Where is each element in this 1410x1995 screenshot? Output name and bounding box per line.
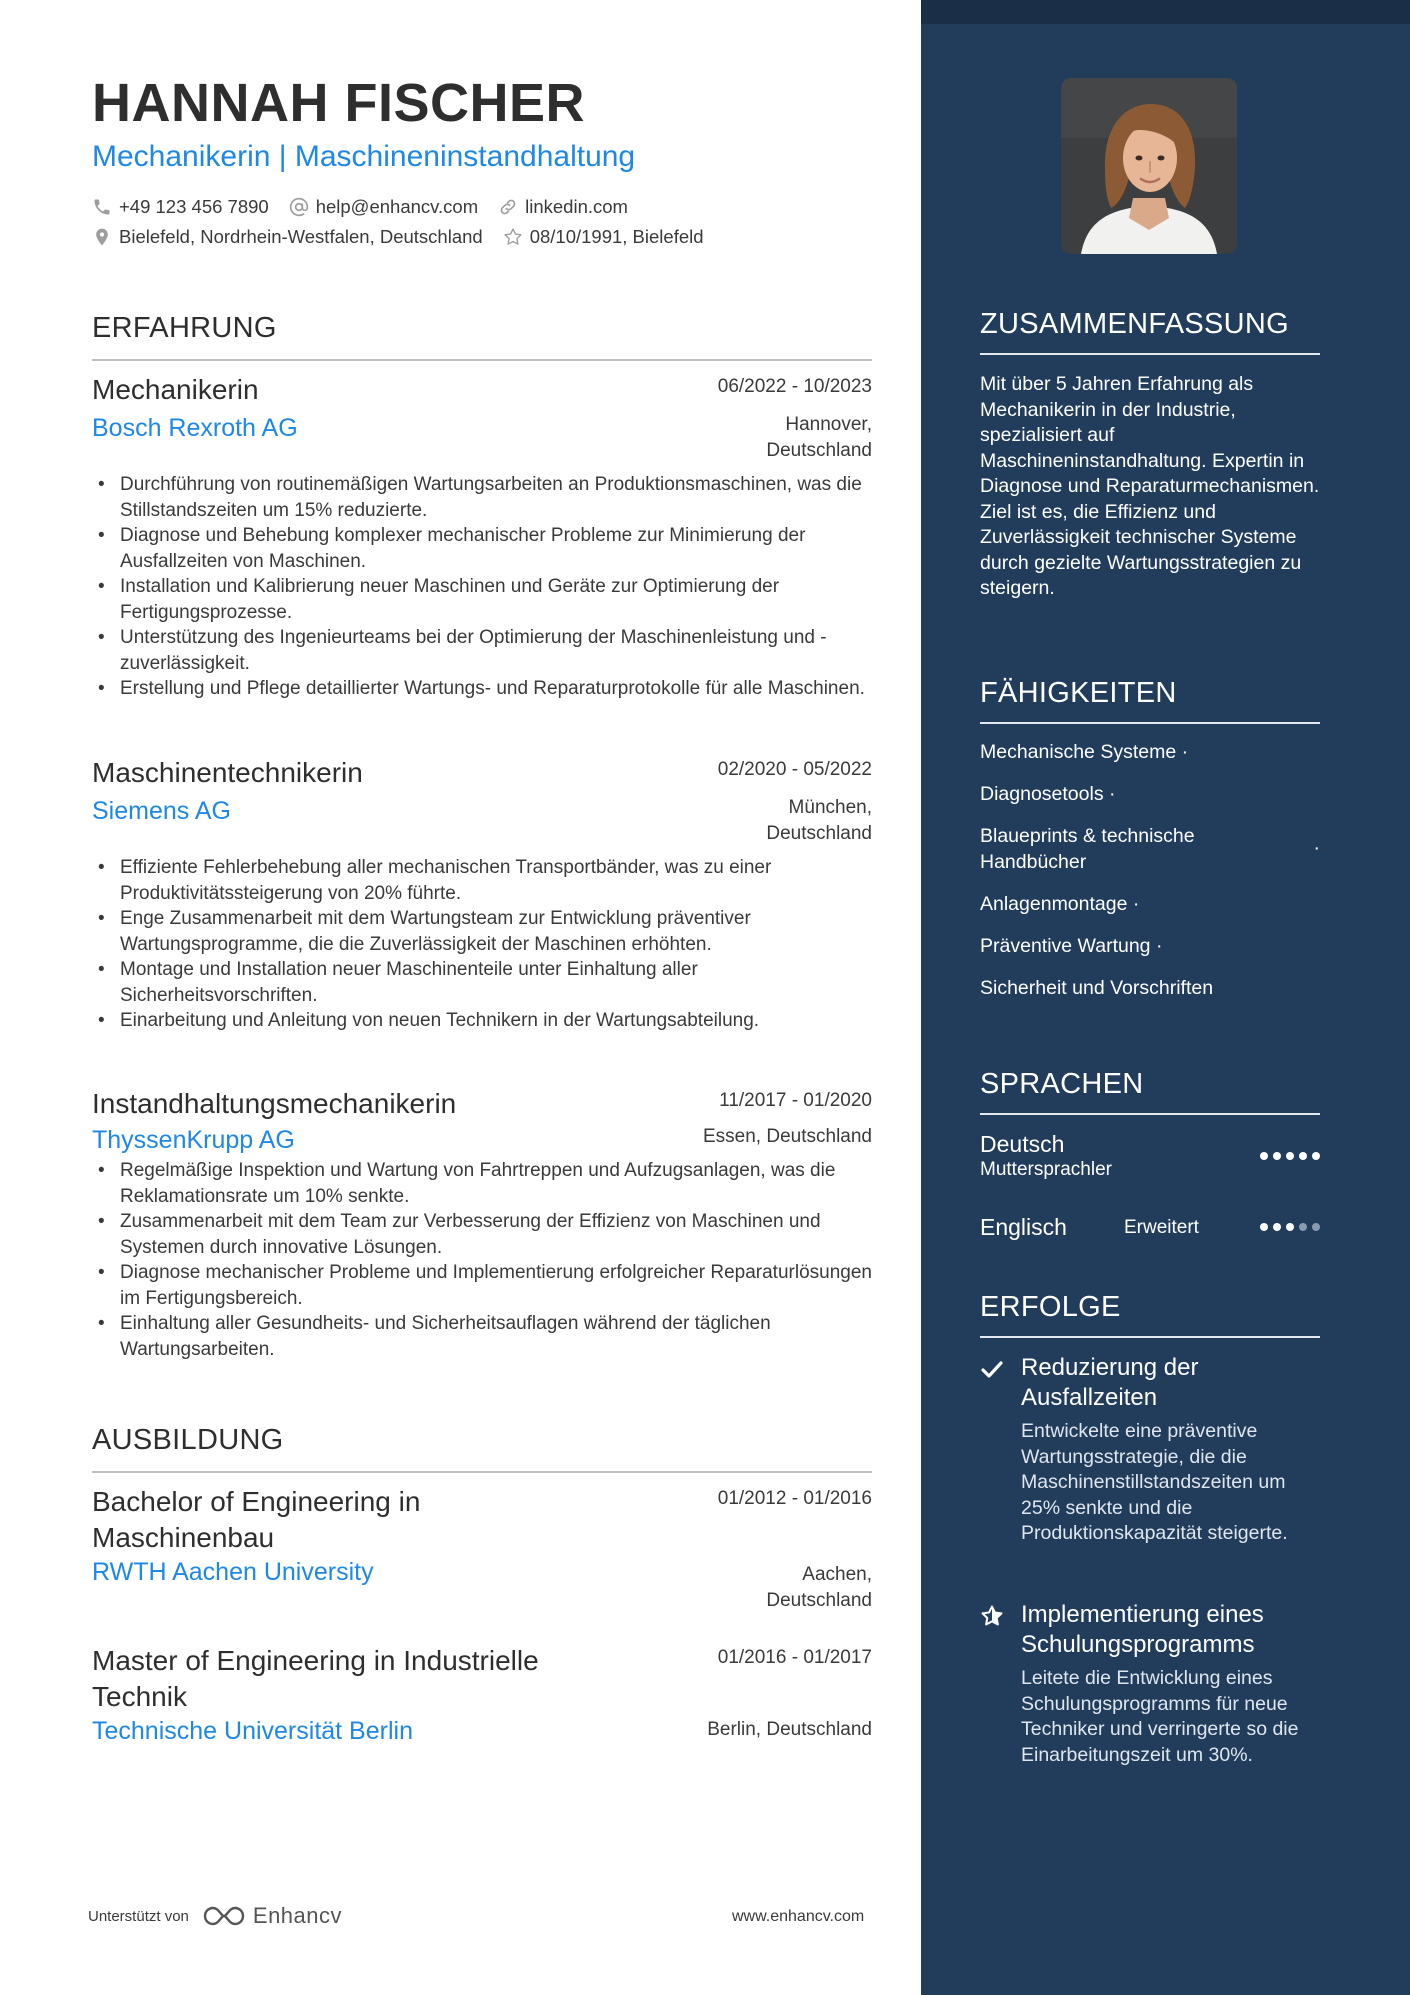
skill-item [980,892,1320,918]
candidate-name: HANNAH FISCHER [92,73,585,133]
rating-dot [1260,1152,1268,1160]
job-title: Mechanikerin [92,374,259,405]
degree-title [92,1643,539,1715]
skill-label: Anlagenmontage [980,892,1128,915]
skills-list [980,740,1320,1018]
bullet-item: • Einarbeitung und Anleitung von neuen Technikern in der Wartungsabteilung. [92,1008,872,1034]
phone-contact[interactable] [92,196,269,218]
skill-label: Diagnosetools [980,783,1104,805]
star-outline-icon [503,227,523,247]
rating-dot [1273,1223,1281,1231]
sidebar [921,0,1410,1995]
school-name[interactable]: RWTH Aachen University [92,1558,374,1586]
rating-dot [1299,1223,1307,1231]
experience-entry [92,372,872,702]
education-heading: AUSBILDUNG [92,1424,872,1473]
language-name: Englisch [980,1214,1067,1240]
bullet-item: • Zusammenarbeit mit dem Team zur Verbesserung der Effizienz von Maschinen und Systemen durch innovative Lösungen. [92,1209,872,1260]
job-bullets [92,472,872,702]
skill-item [980,824,1320,875]
skill-label: Präventive Wartung [980,934,1151,957]
star-icon [980,1604,1004,1628]
job-location [766,412,872,464]
languages-heading: SPRACHEN [980,1068,1320,1115]
skill-label: Blaueprints & technische Handbücher [980,825,1195,873]
bullet-item: • Diagnose und Behebung komplexer mechanischer Probleme zur Minimierung der Ausfallzeiten von Maschinen. [92,523,872,574]
achievement-description: Entwickelte eine präventive Wartungsstrategie, die die Maschinenstillstandszeiten um 25% senkte und die Produktionskapazität steigerte. [1021,1420,1288,1544]
rating-dot [1286,1152,1294,1160]
email-text: help@enhancv.com [315,196,479,217]
birth-contact [503,226,704,248]
education-entry [92,1484,872,1614]
language-level: Erweitert [1124,1217,1199,1238]
phone-text: +49 123 456 7890 [119,196,269,217]
education-date: 01/2016 - 01/2017 [717,1647,872,1668]
bullet-item: • Regelmäßige Inspektion und Wartung von Fahrtreppen und Aufzugsanlagen, was die Reklamationsrate um 10% senkte. [92,1158,872,1209]
degree-title-line1: Master of Engineering in Industrielle [92,1645,539,1676]
job-date: 06/2022 - 10/2023 [717,376,872,397]
bullet-item: • Effiziente Fehlerbehebung aller mechanischen Transportbänder, was zu einer Produktivitätssteigerung von 20% führte. [92,855,872,906]
skill-separator: · [1109,783,1116,805]
sidebar-top-bar [921,0,1410,24]
job-location-line2: Deutschland [766,440,872,461]
job-location-line1: Hannover, [785,414,872,435]
avatar [1061,78,1237,254]
achievement-item [980,1353,1320,1547]
skill-separator: · [1313,837,1320,859]
skill-item [980,740,1320,766]
language-item [980,1130,1320,1188]
education-location-line2: Deutschland [766,1590,872,1611]
degree-title-line2: Technik [92,1681,187,1712]
skill-separator: · [1132,892,1140,915]
location-contact [92,226,483,248]
check-icon [980,1357,1004,1381]
skill-label: Mechanische Systeme [980,741,1177,763]
job-location [703,1124,872,1150]
skill-separator: · [1181,741,1189,763]
brand-name: Enhancv [252,1903,343,1928]
education-location-line1: Berlin, Deutschland [707,1719,872,1740]
skill-item [980,934,1320,960]
job-bullets [92,855,872,1034]
achievement-description: Leitete die Entwicklung eines Schulungsprogramms für neue Techniker und verringerte so die Einarbeitungszeit um 30%. [1021,1667,1299,1766]
education-location [707,1717,872,1743]
rating-dot [1273,1152,1281,1160]
education-date: 01/2012 - 01/2016 [717,1488,872,1509]
company-name[interactable]: Siemens AG [92,797,231,825]
bullet-item: • Unterstützung des Ingenieurteams bei der Optimierung der Maschinenleistung und -zuverlässigkeit. [92,625,872,676]
education-entry [92,1643,872,1747]
job-location-line1: Essen, Deutschland [703,1126,872,1147]
degree-title-line1: Bachelor of Engineering in [92,1486,421,1517]
skill-separator: · [1155,934,1163,957]
experience-entry [92,1086,872,1362]
experience-heading: ERFAHRUNG [92,312,872,361]
footer-powered-by[interactable] [88,1903,342,1929]
skill-item [980,976,1320,1002]
rating-dot [1260,1223,1268,1231]
achievements-heading: ERFOLGE [980,1291,1320,1338]
education-location [766,1562,872,1614]
skill-label: Sicherheit und Vorschriften [980,976,1214,999]
bullet-item: • Installation und Kalibrierung neuer Maschinen und Geräte zur Optimierung der Fertigungsprozesse. [92,574,872,625]
education-location-line1: Aachen, [802,1564,872,1585]
company-name[interactable]: ThyssenKrupp AG [92,1126,295,1154]
contact-info [92,192,882,252]
degree-title [92,1484,420,1556]
summary-heading: ZUSAMMENFASSUNG [980,308,1320,355]
language-rating [1260,1223,1320,1231]
website-text: linkedin.com [525,196,628,217]
job-title: Maschinentechnikerin [92,757,363,788]
rating-dot [1286,1223,1294,1231]
job-date: 02/2020 - 05/2022 [717,759,872,780]
candidate-headline: Mechanikerin | Maschineninstandhaltung [92,140,636,173]
bullet-item: • Diagnose mechanischer Probleme und Implementierung erfolgreicher Reparaturlösungen im Fertigungsbereich. [92,1260,872,1311]
experience-entry [92,755,872,1034]
language-rating [1260,1152,1320,1160]
bullet-item: • Enge Zusammenarbeit mit dem Wartungsteam zur Entwicklung präventiver Wartungsprogramme, die die Zuverlässigkeit der Maschinen erhöhten. [92,906,872,957]
degree-title-line2: Maschinenbau [92,1522,275,1553]
footer-url[interactable]: www.enhancv.com [732,1908,865,1925]
job-date: 11/2017 - 01/2020 [719,1090,872,1111]
birth-text: 08/10/1991, Bielefeld [529,226,704,247]
language-level: Muttersprachler [980,1159,1112,1180]
email-contact[interactable] [289,196,478,218]
summary-text: Mit über 5 Jahren Erfahrung als Mechanikerin in der Industrie, spezialisiert auf Maschineninstandhaltung. Expertin in Diagnose und Reparaturmechanismen. Ziel ist es, die Effizienz und Zuverlässigkeit technischer Systeme durch gezielte Wartungsstrategien zu steigern. [980,373,1320,599]
bullet-item: • Durchführung von routinemäßigen Wartungsarbeiten an Produktionsmaschinen, was die Stillstandszeiten um 15% reduzierte. [92,472,872,523]
job-location-line2: Deutschland [766,823,872,844]
language-name: Deutsch [980,1131,1065,1157]
bullet-item: • Einhaltung aller Gesundheits- und Sicherheitsauflagen während der täglichen Wartungsarbeiten. [92,1311,872,1362]
achievement-item [980,1600,1320,1768]
language-item [980,1213,1320,1245]
map-pin-icon [92,227,112,247]
job-title: Instandhaltungsmechanikerin [92,1088,457,1119]
link-icon [498,197,518,217]
bullet-item: • Erstellung und Pflege detaillierter Wartungs- und Reparaturprotokolle für alle Maschinen. [92,676,872,702]
achievement-title: Implementierung eines Schulungsprogramms [1021,1601,1264,1658]
company-name[interactable]: Bosch Rexroth AG [92,414,298,442]
enhancv-logo-icon [201,1903,247,1929]
profile-photo [1061,78,1237,254]
skill-item [980,782,1320,808]
bullet-item: • Montage und Installation neuer Maschinenteile unter Einhaltung aller Sicherheitsvorschriften. [92,957,872,1008]
job-bullets [92,1158,872,1362]
rating-dot [1312,1152,1320,1160]
rating-dot [1299,1152,1307,1160]
powered-by-text: Unterstützt von [88,1907,189,1925]
job-location-line1: München, [788,797,872,818]
skills-heading: FÄHIGKEITEN [980,677,1320,724]
phone-icon [92,197,112,217]
at-icon [289,197,309,217]
job-location [766,795,872,847]
location-text: Bielefeld, Nordrhein-Westfalen, Deutschland [119,226,483,247]
website-contact[interactable] [498,196,628,218]
rating-dot [1312,1223,1320,1231]
school-name[interactable]: Technische Universität Berlin [92,1717,413,1745]
achievement-title: Reduzierung der Ausfallzeiten [1021,1354,1199,1411]
